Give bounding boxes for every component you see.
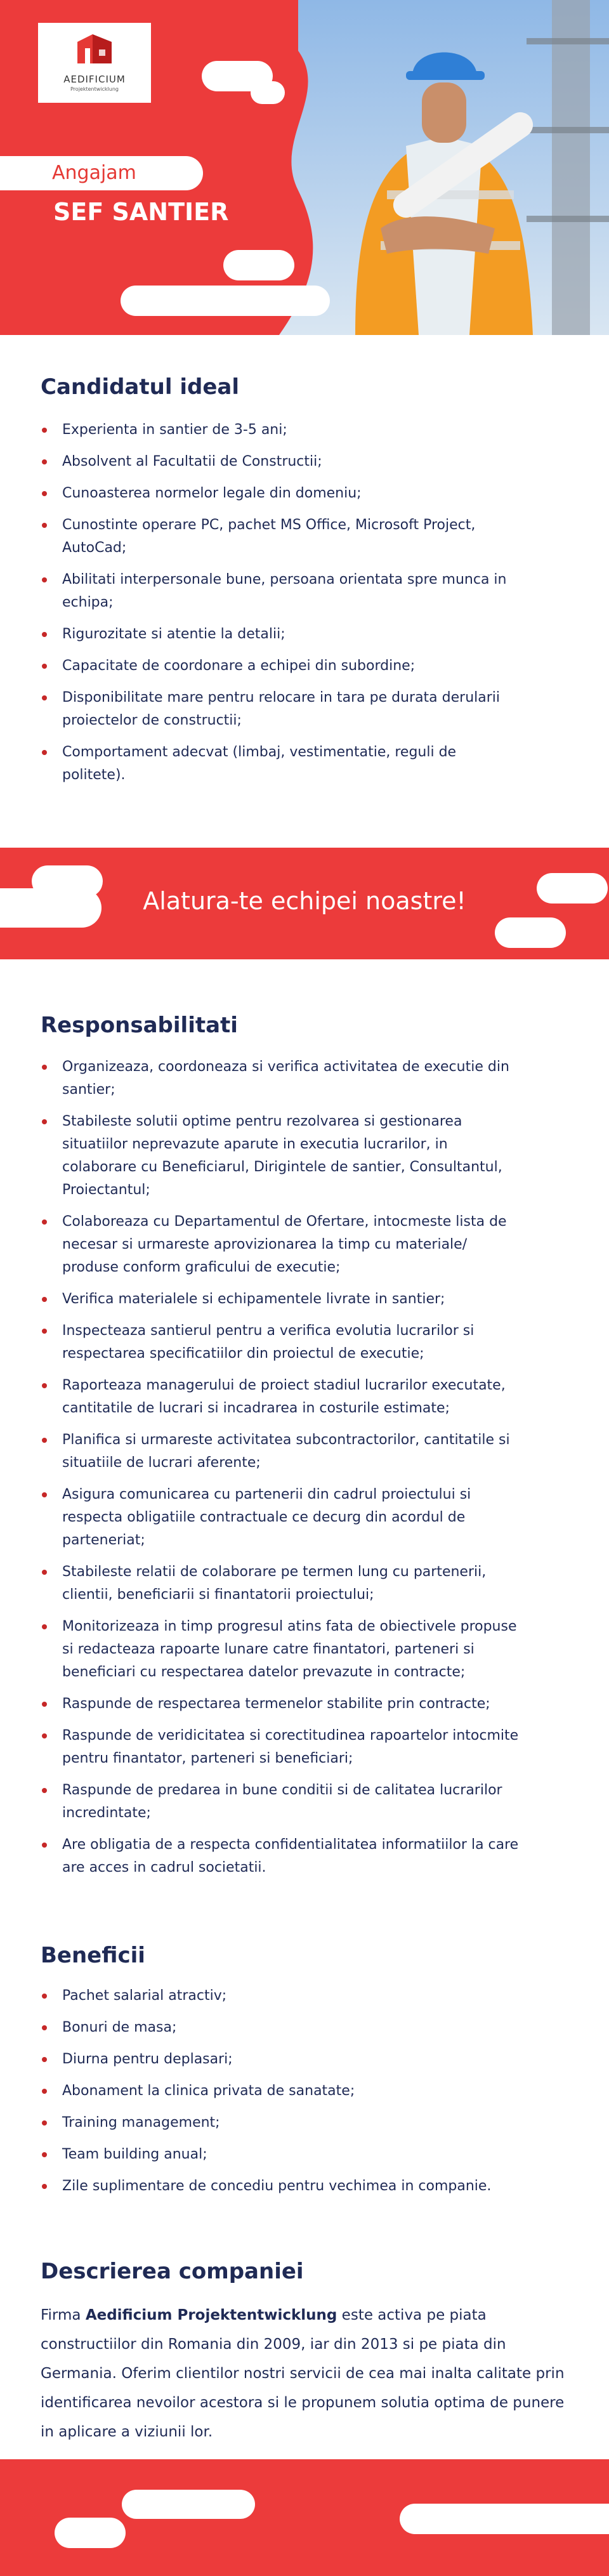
list-item: Pachet salarial atractiv; bbox=[41, 1985, 523, 2008]
bullet-icon bbox=[42, 1119, 47, 1124]
bullet-icon bbox=[42, 1733, 47, 1738]
list-item: Planifica si urmareste activitatea subcontractorilor, cantitatile si situatiile de lucrari aferente; bbox=[41, 1429, 523, 1475]
list-item: Experienta in santier de 3-5 ani; bbox=[41, 419, 523, 442]
bullet-icon bbox=[42, 2025, 47, 2030]
list-item: Diurna pentru deplasari; bbox=[41, 2048, 523, 2071]
bullet-icon bbox=[42, 2120, 47, 2126]
decor-pill bbox=[400, 2504, 609, 2534]
bullet-icon bbox=[42, 1570, 47, 1575]
bullet-icon bbox=[42, 1297, 47, 1302]
list-item: Cunoasterea normelor legale din domeniu; bbox=[41, 482, 523, 505]
list-item: Raspunde de veridicitatea si corectitudinea rapoartelor intocmite pentru finantator, parteneri si beneficiari; bbox=[41, 1725, 523, 1770]
ideal-list bbox=[41, 419, 523, 787]
list-item: Stabileste relatii de colaborare pe termen lung cu partenerii, clientii, beneficiarii si finantatorii proiectului; bbox=[41, 1561, 523, 1607]
list-item: Abilitati interpersonale bune, persoana orientata spre munca in echipa; bbox=[41, 568, 523, 614]
responsibilities-section bbox=[41, 1013, 523, 1888]
list-item: Are obligatia de a respecta confidentialitatea informatiilor la care are acces in cadrul societatii. bbox=[41, 1834, 523, 1879]
bullet-icon bbox=[42, 1329, 47, 1334]
section-title: Candidatul ideal bbox=[41, 374, 239, 400]
hero-banner bbox=[0, 0, 609, 335]
list-item: Absolvent al Facultatii de Constructii; bbox=[41, 450, 523, 473]
list-item: Team building anual; bbox=[41, 2143, 523, 2166]
bullet-icon bbox=[42, 1994, 47, 1999]
bullet-icon bbox=[42, 2184, 47, 2189]
logo-name: AEDIFICIUM bbox=[63, 74, 126, 85]
logo-building-icon bbox=[38, 23, 151, 74]
bullet-icon bbox=[42, 428, 47, 433]
bullet-icon bbox=[42, 1702, 47, 1707]
bullet-icon bbox=[42, 1843, 47, 1848]
list-item: Raporteaza managerului de proiect stadiul lucrarilor executate, cantitatile de lucrari si incadrarea in costurile estimate; bbox=[41, 1374, 523, 1420]
responsibilities-list bbox=[41, 1056, 523, 1879]
company-description-section bbox=[41, 2259, 567, 2447]
decor-pill bbox=[122, 2490, 255, 2519]
list-item: Raspunde de respectarea termenelor stabilite prin contracte; bbox=[41, 1693, 523, 1716]
hero-label: Angajam bbox=[52, 162, 136, 184]
bullet-icon bbox=[42, 750, 47, 755]
bullet-icon bbox=[42, 577, 47, 582]
list-item: Zile suplimentare de concediu pentru vechimea in companie. bbox=[41, 2175, 523, 2198]
decor-pill bbox=[55, 2518, 126, 2548]
job-title: SEF SANTIER bbox=[53, 198, 229, 226]
footer-banner bbox=[0, 2459, 609, 2576]
company-logo bbox=[38, 23, 151, 103]
company-description: Firma Aedificium Projektentwicklung este activa pe piata constructiilor din Romania din 2009, iar din 2013 si pe piata din Germania. Oferim clientilor nostri servicii de cea mai inalta calitate prin identificarea nevoilor acestora si le propunem solutia optima de punere in aplicare a viziunii lor. bbox=[41, 2307, 565, 2440]
list-item: Asigura comunicarea cu partenerii din cadrul proiectului si respecta obligatiile contractuale ce decurg din acordul de parteneriat; bbox=[41, 1483, 523, 1552]
list-item: Colaboreaza cu Departamentul de Ofertare, intocmeste lista de necesar si urmareste aprovizionarea la timp cu materiale/ produse conform graficului de executie; bbox=[41, 1211, 523, 1279]
decor-pill bbox=[495, 917, 566, 948]
list-item: Organizeaza, coordoneaza si verifica activitatea de executie din santier; bbox=[41, 1056, 523, 1101]
bullet-icon bbox=[42, 491, 47, 496]
bullet-icon bbox=[42, 664, 47, 669]
list-item: Inspecteaza santierul pentru a verifica evolutia lucrarilor si respectarea specificatiilor din proiectul de executie; bbox=[41, 1320, 523, 1365]
bullet-icon bbox=[42, 1383, 47, 1388]
bullet-icon bbox=[42, 1438, 47, 1443]
ideal-candidate-section bbox=[41, 374, 523, 796]
bullet-icon bbox=[42, 632, 47, 637]
benefits-section bbox=[41, 1943, 523, 2207]
benefits-list bbox=[41, 1985, 523, 2198]
list-item: Bonuri de masa; bbox=[41, 2016, 523, 2039]
list-item: Training management; bbox=[41, 2112, 523, 2134]
bullet-icon bbox=[42, 2057, 47, 2062]
list-item: Capacitate de coordonare a echipei din subordine; bbox=[41, 655, 523, 678]
bullet-icon bbox=[42, 1788, 47, 1793]
section-title: Responsabilitati bbox=[41, 1013, 238, 1038]
bullet-icon bbox=[42, 1492, 47, 1497]
bullet-icon bbox=[42, 695, 47, 700]
bullet-icon bbox=[42, 1624, 47, 1629]
list-item: Cunostinte operare PC, pachet MS Office, Microsoft Project, AutoCad; bbox=[41, 514, 523, 560]
list-item: Comportament adecvat (limbaj, vestimentatie, reguli de politete). bbox=[41, 741, 523, 787]
list-item: Disponibilitate mare pentru relocare in tara pe durata derularii proiectelor de constructii; bbox=[41, 687, 523, 732]
list-item: Abonament la clinica privata de sanatate; bbox=[41, 2080, 523, 2103]
banner-text: Alatura-te echipei noastre! bbox=[143, 887, 466, 915]
decor-pill bbox=[251, 81, 285, 104]
section-title: Beneficii bbox=[41, 1943, 145, 1968]
list-item: Monitorizeaza in timp progresul atins fata de obiectivele propuse si redacteaza rapoarte lunare catre finantatori, parteneri si beneficiari cu respectarea datelor prevazute in contracte; bbox=[41, 1615, 523, 1684]
list-item: Rigurozitate si atentie la detalii; bbox=[41, 623, 523, 646]
bullet-icon bbox=[42, 2089, 47, 2094]
bullet-icon bbox=[42, 1219, 47, 1225]
bullet-icon bbox=[42, 523, 47, 528]
decor-pill bbox=[121, 286, 330, 316]
bullet-icon bbox=[42, 2152, 47, 2157]
decor-pill bbox=[223, 250, 294, 280]
company-name: Aedificium Projektentwicklung bbox=[85, 2307, 337, 2323]
bullet-icon bbox=[42, 1065, 47, 1070]
logo-subtitle: Projektentwicklung bbox=[70, 86, 119, 92]
join-team-banner bbox=[0, 848, 609, 959]
bullet-icon bbox=[42, 459, 47, 464]
section-title: Descrierea companiei bbox=[41, 2259, 304, 2284]
list-item: Stabileste solutii optime pentru rezolvarea si gestionarea situatiilor neprevazute aparute in executia lucrarilor, in colaborare cu Beneficiarul, Dirigintele de santier, Consultantul, Proiectantul; bbox=[41, 1110, 523, 1202]
list-item: Verifica materialele si echipamentele livrate in santier; bbox=[41, 1288, 523, 1311]
list-item: Raspunde de predarea in bune conditii si de calitatea lucrarilor incredintate; bbox=[41, 1779, 523, 1825]
